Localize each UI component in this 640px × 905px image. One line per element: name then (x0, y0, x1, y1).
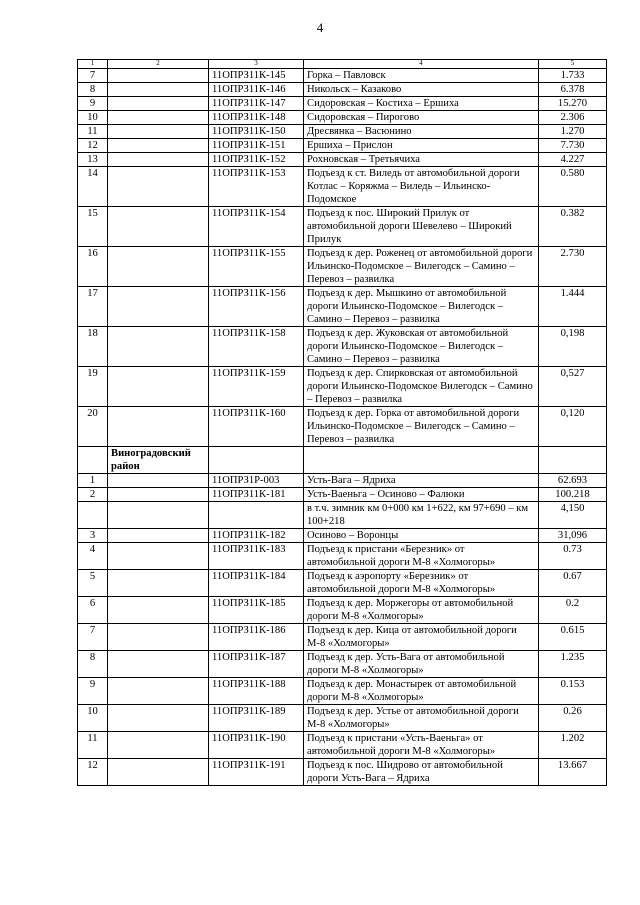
road-name: Подъезд к дер. Кица от автомобильной дороги М-8 «Холмогоры» (304, 624, 539, 651)
column-number: 4 (304, 60, 539, 69)
column-number: 2 (108, 60, 209, 69)
road-name: Подъезд к пристани «Усть-Ваеньга» от автомобильной дороги М-8 «Холмогоры» (304, 732, 539, 759)
road-name: Подъезд к дер. Мышкино от автомобильной дороги Ильинско-Подомское – Вилегодск – Самино – Перевоз – развилка (304, 287, 539, 327)
row-number: 12 (78, 759, 108, 786)
row-number: 15 (78, 207, 108, 247)
road-name: Сидоровская – Костиха – Ершиха (304, 97, 539, 111)
road-name (304, 447, 539, 474)
road-length: 1.733 (539, 69, 607, 83)
road-code: 11ОПРЗ11К-160 (209, 407, 304, 447)
table-row (78, 705, 607, 732)
row-number: 9 (78, 97, 108, 111)
road-code: 11ОПРЗ1Р-003 (209, 474, 304, 488)
table-row (78, 97, 607, 111)
table-row (78, 488, 607, 502)
road-name: Ершиха – Прислон (304, 139, 539, 153)
roads-table-body (78, 60, 607, 786)
row-number: 3 (78, 529, 108, 543)
district-cell (108, 247, 209, 287)
road-length: 1.270 (539, 125, 607, 139)
district-cell (108, 327, 209, 367)
row-number: 19 (78, 367, 108, 407)
row-number: 1 (78, 474, 108, 488)
row-number: 14 (78, 167, 108, 207)
row-number: 8 (78, 83, 108, 97)
table-row (78, 367, 607, 407)
road-code (209, 502, 304, 529)
road-length: 31,096 (539, 529, 607, 543)
road-length: 0,120 (539, 407, 607, 447)
road-length: 0.67 (539, 570, 607, 597)
district-cell (108, 407, 209, 447)
road-code: 11ОПРЗ11К-151 (209, 139, 304, 153)
road-length: 0,198 (539, 327, 607, 367)
row-number: 11 (78, 732, 108, 759)
table-row (78, 207, 607, 247)
road-name: Подъезд к ст. Виледь от автомобильной дороги Котлас – Коряжма – Виледь – Ильинско-Подомское (304, 167, 539, 207)
road-code: 11ОПРЗ11К-183 (209, 543, 304, 570)
table-row (78, 139, 607, 153)
district-cell (108, 488, 209, 502)
district-cell (108, 502, 209, 529)
row-number: 10 (78, 111, 108, 125)
road-name: Подъезд к дер. Горка от автомобильной дороги Ильинско-Подомское – Вилегодск – Самино – Перевоз – развилка (304, 407, 539, 447)
district-cell (108, 287, 209, 327)
district-cell (108, 367, 209, 407)
road-length: 2.730 (539, 247, 607, 287)
table-row (78, 69, 607, 83)
district-cell (108, 139, 209, 153)
roads-table (77, 59, 607, 786)
road-name: Осиново – Воронцы (304, 529, 539, 543)
road-code: 11ОПРЗ11К-190 (209, 732, 304, 759)
road-code: 11ОПРЗ11К-158 (209, 327, 304, 367)
road-code: 11ОПРЗ11К-146 (209, 83, 304, 97)
row-number: 10 (78, 705, 108, 732)
table-row (78, 543, 607, 570)
district-cell (108, 167, 209, 207)
road-length: 0,527 (539, 367, 607, 407)
road-code: 11ОПРЗ11К-147 (209, 97, 304, 111)
table-row (78, 570, 607, 597)
row-number: 8 (78, 651, 108, 678)
road-code: 11ОПРЗ11К-153 (209, 167, 304, 207)
row-number: 4 (78, 543, 108, 570)
row-number: 20 (78, 407, 108, 447)
road-name: Подъезд к дер. Спирковская от автомобильной дороги Ильинско-Подомское Вилегодск – Самино – Перевоз – развилка (304, 367, 539, 407)
road-length: 6.378 (539, 83, 607, 97)
table-row (78, 167, 607, 207)
column-number: 5 (539, 60, 607, 69)
road-code: 11ОПРЗ11К-159 (209, 367, 304, 407)
road-code: 11ОПРЗ11К-186 (209, 624, 304, 651)
road-name: Подъезд к пос. Широкий Прилук от автомобильной дороги Шевелево – Широкий Прилук (304, 207, 539, 247)
row-number (78, 447, 108, 474)
district-cell (108, 97, 209, 111)
table-row (78, 651, 607, 678)
road-code: 11ОПРЗ11К-155 (209, 247, 304, 287)
road-length: 0.615 (539, 624, 607, 651)
district-row (78, 447, 607, 474)
table-row (78, 732, 607, 759)
road-length: 4,150 (539, 502, 607, 529)
road-name: Подъезд к пристани «Березник» от автомобильной дороги М-8 «Холмогоры» (304, 543, 539, 570)
row-number: 2 (78, 488, 108, 502)
table-row (78, 407, 607, 447)
table-row (78, 759, 607, 786)
table-row (78, 153, 607, 167)
road-code (209, 447, 304, 474)
road-code: 11ОПРЗ11К-182 (209, 529, 304, 543)
road-code: 11ОПРЗ11К-145 (209, 69, 304, 83)
road-code: 11ОПРЗ11К-148 (209, 111, 304, 125)
row-number: 6 (78, 597, 108, 624)
district-cell (108, 153, 209, 167)
table-row (78, 624, 607, 651)
road-code: 11ОПРЗ11К-152 (209, 153, 304, 167)
column-number: 3 (209, 60, 304, 69)
district-cell (108, 83, 209, 97)
table-row (78, 83, 607, 97)
table-row (78, 529, 607, 543)
road-name: Подъезд к дер. Жуковская от автомобильной дороги Ильинско-Подомское – Вилегодск – Самино – Перевоз – развилка (304, 327, 539, 367)
district-name: Виноградовский район (108, 447, 209, 474)
road-code: 11ОПРЗ11К-188 (209, 678, 304, 705)
row-number: 16 (78, 247, 108, 287)
page-number: 4 (316, 20, 324, 35)
road-length: 0.73 (539, 543, 607, 570)
road-name: в т.ч. зимник км 0+000 км 1+622, км 97+690 – км 100+218 (304, 502, 539, 529)
road-code: 11ОПРЗ11К-184 (209, 570, 304, 597)
road-name: Подъезд к аэропорту «Березник» от автомобильной дороги М-8 «Холмогоры» (304, 570, 539, 597)
road-code: 11ОПРЗ11К-150 (209, 125, 304, 139)
road-length: 0.153 (539, 678, 607, 705)
table-row (78, 327, 607, 367)
row-number: 5 (78, 570, 108, 597)
road-length (539, 447, 607, 474)
row-number: 7 (78, 69, 108, 83)
district-cell (108, 529, 209, 543)
district-cell (108, 207, 209, 247)
district-cell (108, 111, 209, 125)
road-code: 11ОПРЗ11К-156 (209, 287, 304, 327)
row-number: 12 (78, 139, 108, 153)
table-row (78, 502, 607, 529)
district-cell (108, 705, 209, 732)
road-name: Сидоровская – Пирогово (304, 111, 539, 125)
road-name: Подъезд к дер. Моржегоры от автомобильной дороги М-8 «Холмогоры» (304, 597, 539, 624)
district-cell (108, 678, 209, 705)
row-number: 11 (78, 125, 108, 139)
road-length: 1.444 (539, 287, 607, 327)
row-number (78, 502, 108, 529)
district-cell (108, 474, 209, 488)
road-code: 11ОПРЗ11К-189 (209, 705, 304, 732)
road-name: Подъезд к дер. Устье от автомобильной дороги М-8 «Холмогоры» (304, 705, 539, 732)
column-number-row (78, 60, 607, 69)
road-name: Подъезд к дер. Монастырек от автомобильной дороги М-8 «Холмогоры» (304, 678, 539, 705)
district-cell (108, 759, 209, 786)
table-row (78, 597, 607, 624)
road-name: Подъезд к дер. Усть-Вага от автомобильной дороги М-8 «Холмогоры» (304, 651, 539, 678)
road-code: 11ОПРЗ11К-187 (209, 651, 304, 678)
road-length: 0.580 (539, 167, 607, 207)
district-cell (108, 69, 209, 83)
road-name: Подъезд к дер. Роженец от автомобильной дороги Ильинско-Подомское – Вилегодск – Самино – Перевоз – развилка (304, 247, 539, 287)
table-row (78, 125, 607, 139)
district-cell (108, 597, 209, 624)
column-number: 1 (78, 60, 108, 69)
row-number: 7 (78, 624, 108, 651)
table-row (78, 111, 607, 125)
district-cell (108, 624, 209, 651)
road-name: Усть-Ваеньга – Осиново – Фалюки (304, 488, 539, 502)
road-length: 2.306 (539, 111, 607, 125)
road-length: 62.693 (539, 474, 607, 488)
road-name: Дресвянка – Васюнино (304, 125, 539, 139)
table-row (78, 247, 607, 287)
road-name: Усть-Вага – Ядриха (304, 474, 539, 488)
road-name: Горка – Павловск (304, 69, 539, 83)
road-code: 11ОПРЗ11К-185 (209, 597, 304, 624)
district-cell (108, 732, 209, 759)
district-cell (108, 570, 209, 597)
road-length: 15.270 (539, 97, 607, 111)
district-cell (108, 543, 209, 570)
road-length: 1.202 (539, 732, 607, 759)
road-length: 0.26 (539, 705, 607, 732)
table-row (78, 474, 607, 488)
road-length: 13.667 (539, 759, 607, 786)
road-length: 7.730 (539, 139, 607, 153)
road-length: 0.382 (539, 207, 607, 247)
row-number: 18 (78, 327, 108, 367)
road-length: 0.2 (539, 597, 607, 624)
table-row (78, 678, 607, 705)
road-name: Подъезд к пос. Шидрово от автомобильной дороги Усть-Вага – Ядриха (304, 759, 539, 786)
road-length: 1.235 (539, 651, 607, 678)
road-name: Рохновская – Третьячиха (304, 153, 539, 167)
road-code: 11ОПРЗ11К-191 (209, 759, 304, 786)
road-code: 11ОПРЗ11К-154 (209, 207, 304, 247)
road-name: Никольск – Казаково (304, 83, 539, 97)
row-number: 17 (78, 287, 108, 327)
row-number: 13 (78, 153, 108, 167)
district-cell (108, 125, 209, 139)
road-length: 4.227 (539, 153, 607, 167)
table-row (78, 287, 607, 327)
road-length: 100.218 (539, 488, 607, 502)
road-code: 11ОПРЗ11К-181 (209, 488, 304, 502)
row-number: 9 (78, 678, 108, 705)
district-cell (108, 651, 209, 678)
